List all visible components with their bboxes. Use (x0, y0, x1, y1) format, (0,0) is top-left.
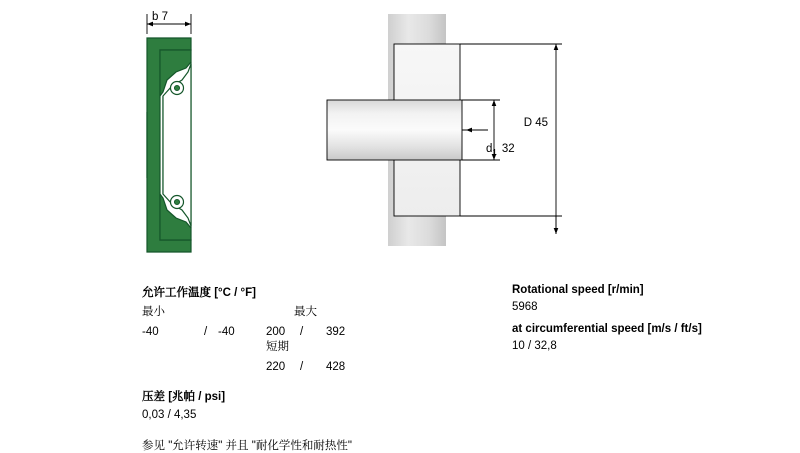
seal-cross-section-view (147, 11, 191, 252)
seal-width-label: b 7 (152, 11, 168, 23)
pressure-value: 0,03 / 4,35 (142, 409, 197, 421)
max-temp-c: 200 (266, 326, 286, 338)
speed-specs (512, 284, 792, 354)
min-temp-c: -40 (142, 326, 159, 338)
max-label: 最大 (294, 306, 317, 318)
max-temp-separator: / (300, 326, 304, 338)
rotational-speed-heading: Rotational speed [r/min] (512, 284, 644, 296)
short-term-values-row (142, 360, 472, 375)
circumferential-speed-heading: at circumferential speed [m/s / ft/s] (512, 323, 702, 335)
shaft-diameter-label (486, 143, 515, 157)
short-term-temp-c: 220 (266, 361, 286, 373)
short-term-temp-f: 428 (326, 361, 346, 373)
temperature-heading: 允许工作温度 [°C / °F] (142, 287, 256, 299)
temperature-pressure-specs (142, 284, 472, 453)
pressure-heading: 压差 [兆帕 / psi] (142, 391, 226, 403)
seal-body (147, 38, 191, 252)
reference-note: 参见 "允许转速" 并且 "耐化学性和耐热性" (142, 440, 352, 452)
short-term-label: 短期 (266, 341, 289, 353)
short-term-separator: / (300, 361, 304, 373)
outer-diameter-label: D 45 (523, 117, 548, 129)
min-temp-f: -40 (218, 326, 235, 338)
short-term-label-row (142, 340, 472, 355)
shaft-diameter-subscript: 1 (492, 148, 497, 157)
max-temp-f: 392 (326, 326, 346, 338)
temperature-values-row (142, 325, 472, 340)
shaft-diameter-symbol: d (486, 143, 493, 155)
assembly-view (327, 14, 562, 246)
min-temp-separator: / (204, 326, 208, 338)
outer-diameter-dimension (460, 44, 562, 234)
rotational-speed-value: 5968 (512, 301, 538, 313)
circumferential-speed-value: 10 / 32,8 (512, 340, 557, 352)
min-label: 最小 (142, 306, 165, 318)
temperature-minmax-labels (142, 305, 472, 320)
shaft-diameter-value: 32 (501, 143, 515, 155)
shaft (327, 100, 462, 160)
